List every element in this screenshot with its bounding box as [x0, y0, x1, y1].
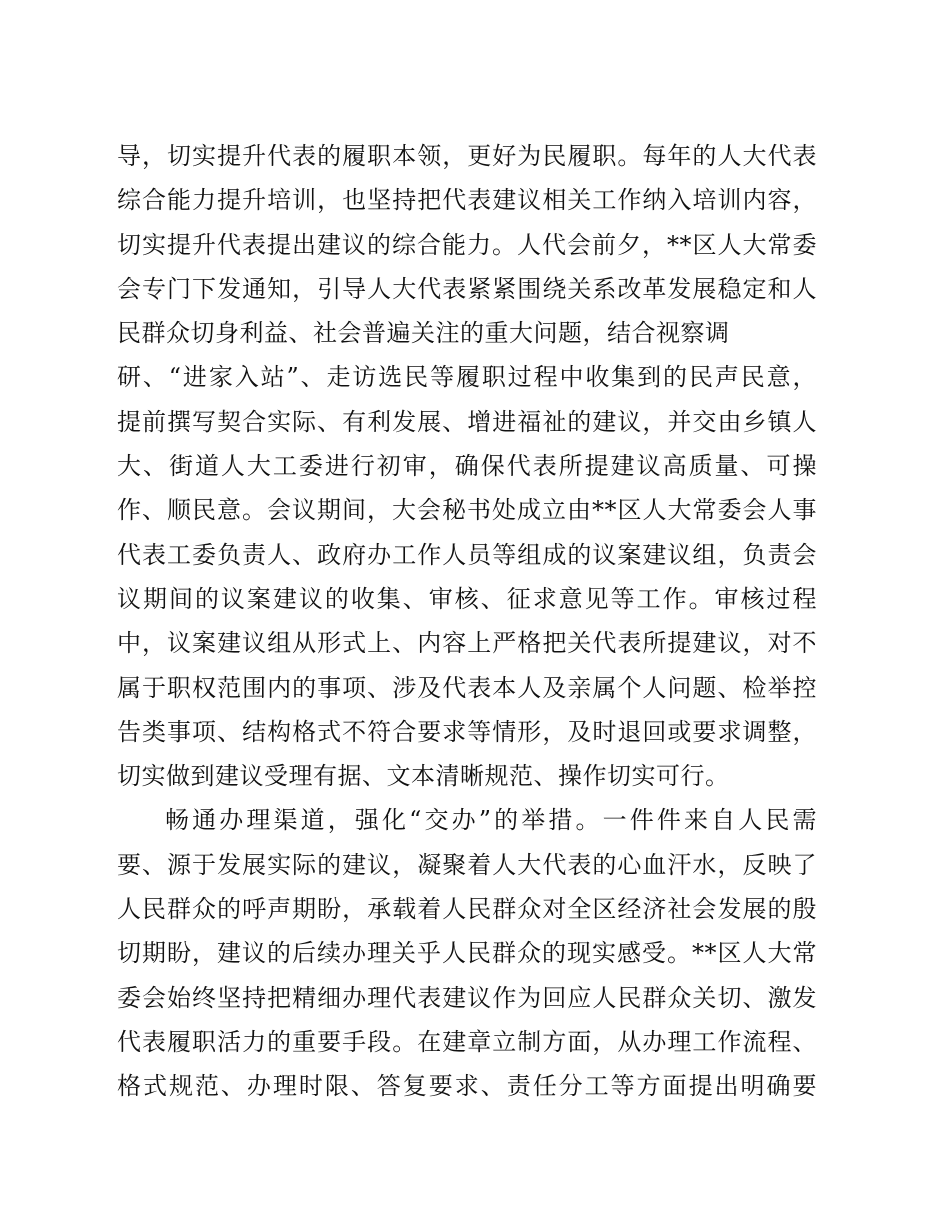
text-line: 属于职权范围内的事项、涉及代表本人及亲属个人问题、检举控: [117, 673, 817, 702]
text-line: 切期盼，建议的后续办理关乎人民群众的现实感受。**区人大常: [117, 939, 817, 968]
text-line: 作、顺民意。会议期间，大会秘书处成立由**区人大常委会人事: [117, 496, 817, 525]
text-line: 导，切实提升代表的履职本领，更好为民履职。每年的人大代表: [117, 142, 817, 170]
text-line: 代表履职活力的重要手段。在建章立制方面，从办理工作流程、: [117, 1027, 817, 1056]
text-line: 告类事项、结构格式不符合要求等情形，及时退回或要求调整，: [117, 717, 817, 746]
text-line: 议期间的议案建议的收集、审核、征求意见等工作。审核过程: [117, 584, 817, 613]
text-line: 中，议案建议组从形式上、内容上严格把关代表所提建议，对不: [117, 629, 817, 658]
text-line: 畅通办理渠道，强化“交办”的举措。一件件来自人民需: [165, 806, 817, 835]
paragraph-2: [117, 798, 817, 1108]
document-body: [117, 134, 817, 1109]
text-line: 人民群众的呼声期盼，承载着人民群众对全区经济社会发展的殷: [117, 895, 817, 924]
text-line: 综合能力提升培训，也坚持把代表建议相关工作纳入培训内容，: [117, 186, 817, 215]
paragraph-1: [117, 134, 817, 798]
text-line: 切实做到建议受理有据、文本清晰规范、操作切实可行。: [117, 762, 730, 791]
text-line: 会专门下发通知，引导人大代表紧紧围绕关系改革发展稳定和人: [117, 274, 817, 303]
text-line: 提前撰写契合实际、有利发展、增进福祉的建议，并交由乡镇人: [117, 407, 817, 436]
text-line: 委会始终坚持把精细办理代表建议作为回应人民群众关切、激发: [117, 983, 817, 1012]
text-line: 格式规范、办理时限、答复要求、责任分工等方面提出明确要: [117, 1072, 817, 1101]
text-line: 大、街道人大工委进行初审，确保代表所提建议高质量、可操: [117, 452, 817, 481]
text-line: 民群众切身利益、社会普遍关注的重大问题，结合视察调: [117, 319, 730, 348]
text-line: 代表工委负责人、政府办工作人员等组成的议案建议组，负责会: [117, 540, 817, 569]
text-line: 要、源于发展实际的建议，凝聚着人大代表的心血汗水，反映了: [117, 850, 817, 879]
text-line: 切实提升代表提出建议的综合能力。人代会前夕，**区人大常委: [117, 230, 817, 259]
text-line: 研、“进家入站”、走访选民等履职过程中收集到的民声民意，: [117, 363, 817, 392]
